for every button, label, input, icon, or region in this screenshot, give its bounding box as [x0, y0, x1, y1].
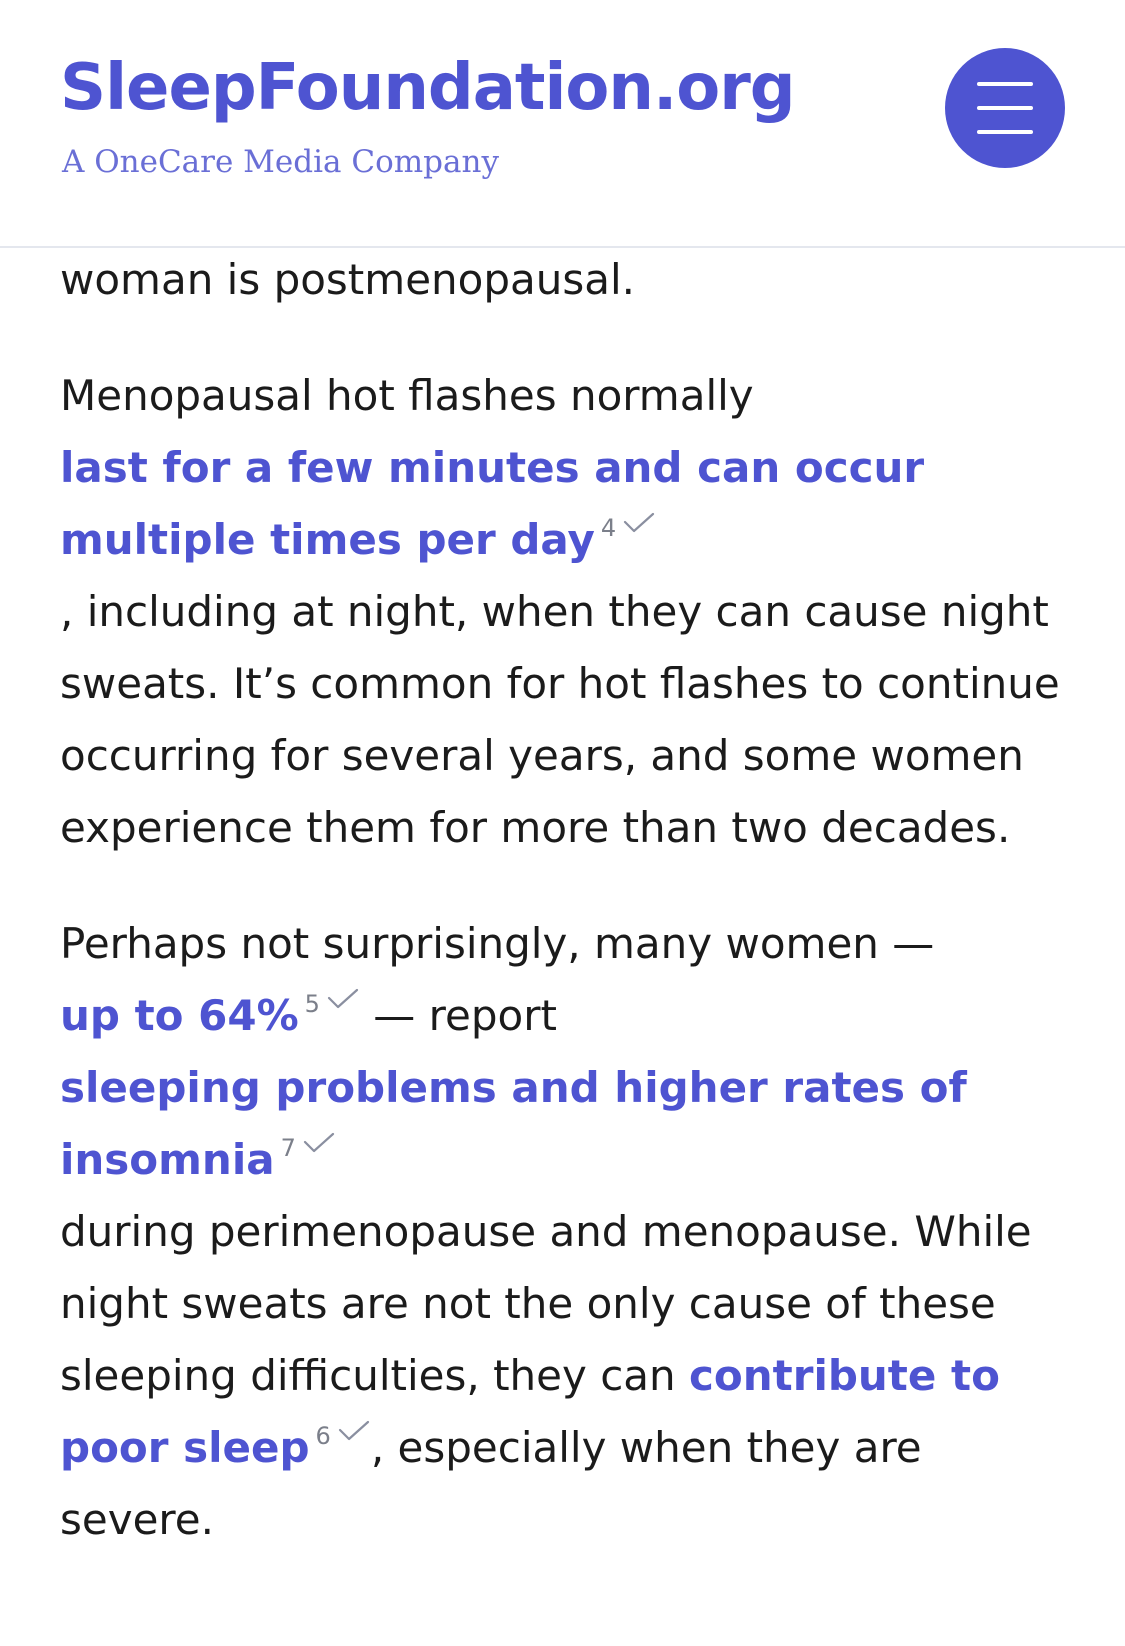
- site-header: [0, 0, 1125, 248]
- checkmark-icon[interactable]: [302, 1132, 336, 1154]
- paragraph-3: [60, 908, 1080, 1556]
- checkmark-icon[interactable]: [326, 988, 360, 1010]
- hamburger-menu-icon: [977, 82, 1033, 134]
- link-sleeping-problems-insomnia[interactable]: sleeping problems and higher rates of insomnia: [60, 1063, 967, 1184]
- paragraph-text: , especially when they are severe.: [60, 1423, 922, 1544]
- site-tagline: A OneCare Media Company: [62, 144, 499, 180]
- checkmark-icon[interactable]: [337, 1420, 371, 1442]
- paragraph-text: — report: [359, 991, 557, 1040]
- paragraph-text: Perhaps not surprisingly, many women —: [60, 919, 935, 968]
- site-logo[interactable]: SleepFoundation.org: [60, 51, 795, 125]
- paragraph-text: during perimenopause and menopause. While night sweats are not the only cause of these sleeping difficulties, they can: [60, 1207, 1032, 1400]
- paragraph-text: woman is postmenopausal.: [60, 255, 635, 304]
- citation-number[interactable]: 5: [304, 990, 320, 1018]
- paragraph-1: [60, 244, 1080, 316]
- checkmark-icon[interactable]: [622, 512, 656, 534]
- paragraph-text: Menopausal hot flashes normally: [60, 371, 754, 420]
- article-body: [60, 248, 1080, 1600]
- citation-number[interactable]: 7: [280, 1134, 296, 1162]
- link-up-to-64-percent[interactable]: up to 64%: [60, 991, 299, 1040]
- paragraph-text: , including at night, when they can cause night sweats. It’s common for hot flashes to continue occurring for several years, and some women experience them for more than two decades.: [60, 587, 1060, 852]
- link-hot-flash-duration[interactable]: last for a few minutes and can occur multiple times per day: [60, 443, 925, 564]
- menu-button[interactable]: [945, 48, 1065, 168]
- citation-number[interactable]: 4: [600, 514, 617, 542]
- paragraph-2: [60, 360, 1080, 864]
- citation-number[interactable]: 6: [315, 1422, 331, 1450]
- link-contribute-to-poor-sleep[interactable]: contribute to poor sleep: [60, 1351, 1000, 1472]
